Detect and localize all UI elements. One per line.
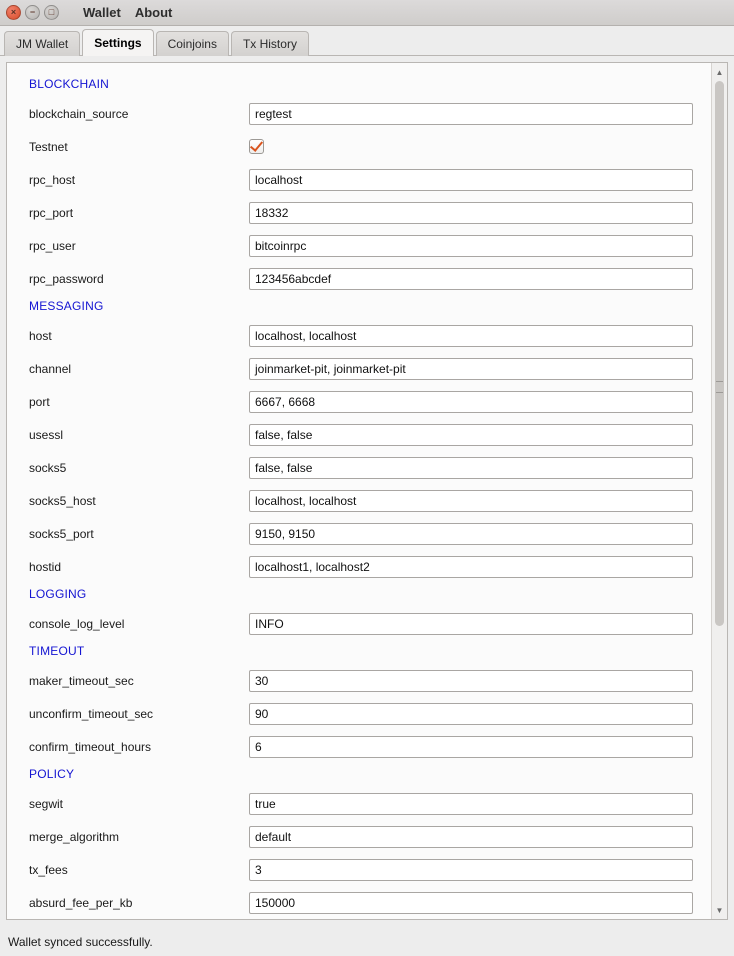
setting-input[interactable]: false, false bbox=[249, 457, 693, 479]
scrollbar-grip bbox=[716, 381, 723, 393]
setting-label: maker_timeout_sec bbox=[29, 673, 134, 688]
setting-label: rpc_password bbox=[29, 271, 104, 286]
setting-input[interactable]: localhost1, localhost2 bbox=[249, 556, 693, 578]
setting-row bbox=[7, 385, 711, 418]
tab-coinjoins[interactable]: Coinjoins bbox=[156, 31, 229, 56]
setting-label: port bbox=[29, 394, 50, 409]
setting-row bbox=[7, 484, 711, 517]
setting-label: host bbox=[29, 328, 52, 343]
setting-row bbox=[7, 886, 711, 919]
section-title: LOGGING bbox=[29, 587, 87, 601]
setting-label: segwit bbox=[29, 796, 64, 811]
setting-row bbox=[7, 163, 711, 196]
setting-label: Testnet bbox=[29, 139, 68, 154]
setting-input[interactable]: INFO bbox=[249, 613, 693, 635]
setting-row bbox=[7, 451, 711, 484]
setting-input[interactable]: 3 bbox=[249, 859, 693, 881]
setting-input[interactable]: 123456abcdef bbox=[249, 268, 693, 290]
setting-label: unconfirm_timeout_sec bbox=[29, 706, 154, 721]
maximize-icon[interactable]: □ bbox=[44, 5, 59, 20]
setting-row bbox=[7, 352, 711, 385]
setting-row bbox=[7, 697, 711, 730]
setting-label: rpc_port bbox=[29, 205, 74, 220]
scroll-up-icon[interactable]: ▲ bbox=[715, 67, 724, 77]
setting-row bbox=[7, 229, 711, 262]
setting-row bbox=[7, 319, 711, 352]
setting-label: confirm_timeout_hours bbox=[29, 739, 152, 754]
minimize-icon[interactable]: − bbox=[25, 5, 40, 20]
status-bar bbox=[0, 928, 734, 956]
setting-row bbox=[7, 97, 711, 130]
menu-bar bbox=[83, 5, 172, 20]
setting-input[interactable]: 150000 bbox=[249, 892, 693, 914]
setting-input[interactable]: bitcoinrpc bbox=[249, 235, 693, 257]
setting-input[interactable]: 6 bbox=[249, 736, 693, 758]
tab-tx-history[interactable]: Tx History bbox=[231, 31, 309, 56]
setting-label: socks5_host bbox=[29, 493, 96, 508]
section-title: MESSAGING bbox=[29, 299, 104, 313]
setting-label: absurd_fee_per_kb bbox=[29, 895, 133, 910]
setting-input[interactable]: true bbox=[249, 793, 693, 815]
window-controls bbox=[6, 5, 59, 20]
setting-row bbox=[7, 853, 711, 886]
setting-label: blockchain_source bbox=[29, 106, 129, 121]
tab-jm-wallet[interactable]: JM Wallet bbox=[4, 31, 80, 56]
menu-about[interactable]: About bbox=[134, 5, 173, 20]
settings-list bbox=[7, 63, 711, 919]
setting-input[interactable]: joinmarket-pit, joinmarket-pit bbox=[249, 358, 693, 380]
close-icon[interactable]: × bbox=[6, 5, 21, 20]
setting-label: channel bbox=[29, 361, 72, 376]
section-title: POLICY bbox=[29, 767, 75, 781]
setting-row bbox=[7, 418, 711, 451]
title-bar bbox=[0, 0, 734, 26]
tab-settings[interactable]: Settings bbox=[82, 29, 153, 56]
setting-input[interactable]: 90 bbox=[249, 703, 693, 725]
setting-label: tx_fees bbox=[29, 862, 68, 877]
setting-input[interactable]: 30 bbox=[249, 670, 693, 692]
setting-row bbox=[7, 196, 711, 229]
scroll-down-icon[interactable]: ▼ bbox=[715, 905, 724, 915]
setting-input[interactable]: regtest bbox=[249, 103, 693, 125]
setting-input[interactable]: localhost bbox=[249, 169, 693, 191]
setting-input[interactable]: 9150, 9150 bbox=[249, 523, 693, 545]
setting-label: usessl bbox=[29, 427, 64, 442]
setting-input[interactable]: localhost, localhost bbox=[249, 490, 693, 512]
setting-row bbox=[7, 262, 711, 295]
setting-input[interactable]: 6667, 6668 bbox=[249, 391, 693, 413]
setting-label: hostid bbox=[29, 559, 62, 574]
settings-panel bbox=[6, 62, 728, 920]
setting-row bbox=[7, 607, 711, 640]
tab-bar bbox=[0, 26, 734, 56]
setting-row bbox=[7, 130, 711, 163]
menu-wallet[interactable]: Wallet bbox=[83, 5, 121, 20]
scrollbar-thumb[interactable] bbox=[715, 81, 724, 626]
setting-row bbox=[7, 550, 711, 583]
vertical-scrollbar[interactable] bbox=[711, 63, 727, 919]
setting-label: socks5 bbox=[29, 460, 67, 475]
setting-label: rpc_host bbox=[29, 172, 76, 187]
setting-row bbox=[7, 787, 711, 820]
setting-input[interactable]: localhost, localhost bbox=[249, 325, 693, 347]
setting-label: rpc_user bbox=[29, 238, 76, 253]
setting-checkbox[interactable] bbox=[249, 139, 264, 154]
setting-row bbox=[7, 820, 711, 853]
setting-label: merge_algorithm bbox=[29, 829, 120, 844]
setting-row bbox=[7, 664, 711, 697]
setting-input[interactable]: 18332 bbox=[249, 202, 693, 224]
section-title: TIMEOUT bbox=[29, 644, 85, 658]
setting-input[interactable]: false, false bbox=[249, 424, 693, 446]
status-message: Wallet synced successfully. bbox=[8, 935, 153, 949]
section-title: BLOCKCHAIN bbox=[29, 77, 110, 91]
setting-row bbox=[7, 730, 711, 763]
setting-label: console_log_level bbox=[29, 616, 125, 631]
setting-row bbox=[7, 517, 711, 550]
setting-input[interactable]: default bbox=[249, 826, 693, 848]
setting-label: socks5_port bbox=[29, 526, 94, 541]
